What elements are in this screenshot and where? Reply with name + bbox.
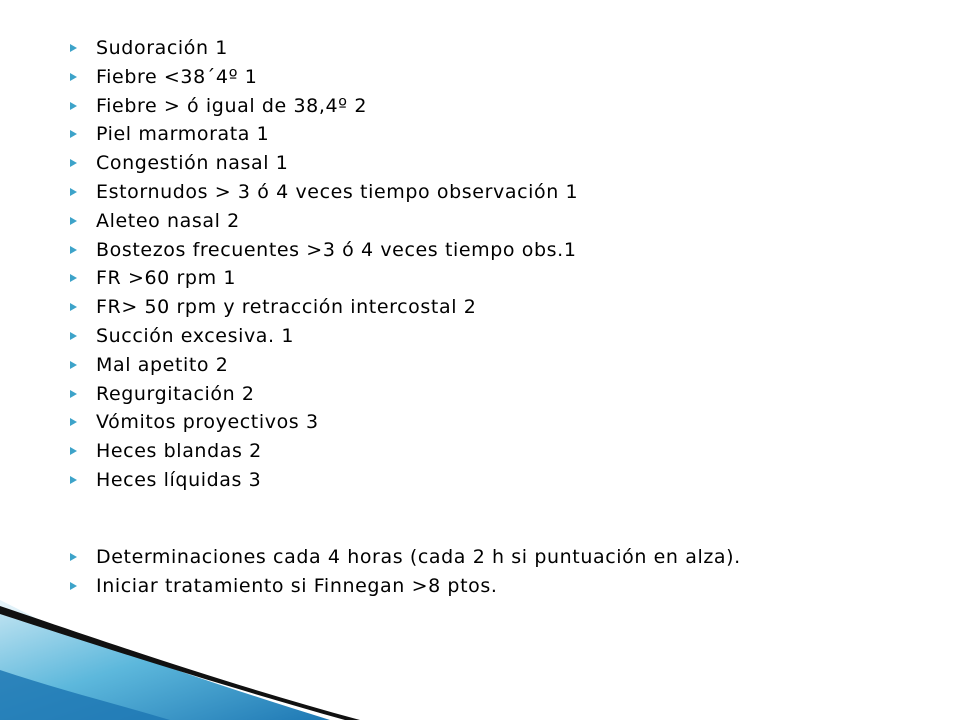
list-item [70,34,578,63]
right-triangle-icon [70,44,77,52]
list-item-text: Vómitos proyectivos 3 [96,411,319,434]
list-item [70,120,578,149]
right-triangle-icon [70,159,77,167]
list-item [70,293,578,322]
list-item-text: Sudoración 1 [96,37,228,59]
right-triangle-icon [70,73,77,81]
list-item-text: Aleteo nasal 2 [96,209,240,232]
right-triangle-icon [70,246,77,254]
list-item-text: FR> 50 rpm y retracción intercostal 2 [96,296,477,319]
list-item [70,380,578,409]
list-item-text: Regurgitación 2 [96,382,255,405]
list-item [70,351,578,380]
right-triangle-icon [70,553,77,561]
list-item [70,466,578,495]
list-item [70,408,578,437]
list-item-text: Heces blandas 2 [96,440,262,463]
right-triangle-icon [70,476,77,484]
list-item [70,264,578,293]
list-item [70,92,578,121]
note-item-text: Iniciar tratamiento si Finnegan >8 ptos. [96,574,498,597]
notes-list [70,543,741,601]
right-triangle-icon [70,274,77,282]
list-item [70,437,578,466]
list-item [70,149,578,178]
right-triangle-icon [70,390,77,398]
note-item [70,572,741,601]
right-triangle-icon [70,447,77,455]
list-item [70,63,578,92]
list-item [70,322,578,351]
list-item-text: Congestión nasal 1 [96,152,289,175]
list-item-text: Fiebre > ó igual de 38,4º 2 [96,94,368,117]
right-triangle-icon [70,102,77,110]
score-list [70,34,578,495]
list-item-text: Estornudos > 3 ó 4 veces tiempo observación 1 [96,180,579,203]
right-triangle-icon [70,332,77,340]
right-triangle-icon [70,303,77,311]
list-item-text: Mal apetito 2 [96,353,229,376]
note-item [70,543,741,572]
right-triangle-icon [70,361,77,369]
note-item-text: Determinaciones cada 4 horas (cada 2 h si puntuación en alza). [96,546,741,568]
list-item-text: Heces líquidas 3 [96,468,262,491]
right-triangle-icon [70,418,77,426]
right-triangle-icon [70,582,77,590]
list-item-text: Piel marmorata 1 [96,123,270,146]
list-item-text: FR >60 rpm 1 [96,267,237,290]
list-item [70,236,578,265]
right-triangle-icon [70,217,77,225]
list-item-text: Succión excesiva. 1 [96,324,295,347]
corner-wave-decoration [0,600,420,720]
list-item-text: Fiebre <38´4º 1 [96,65,258,88]
list-item [70,178,578,207]
right-triangle-icon [70,130,77,138]
list-item-text: Bostezos frecuentes >3 ó 4 veces tiempo obs.1 [96,238,577,261]
list-item [70,207,578,236]
right-triangle-icon [70,188,77,196]
